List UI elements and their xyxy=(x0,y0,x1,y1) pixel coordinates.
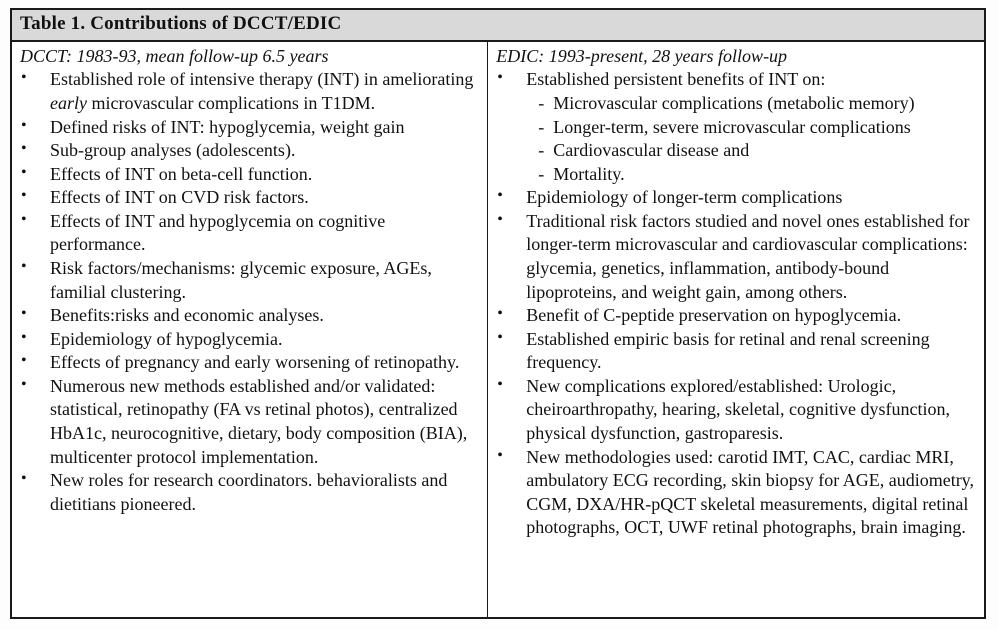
table-title: Table 1. Contributions of DCCT/EDIC xyxy=(12,10,984,42)
bullet-text: New complications explored/established: Urologic, cheiroarthropathy, hearing, skeletal, cognitive dysfunction, physical dysfunction, gastroparesis. xyxy=(526,375,950,444)
bullet-text: New methodologies used: carotid IMT, CAC, cardiac MRI, ambulatory ECG recording, skin biopsy for AGE, audiometry, CGM, DXA/HR-pQCT skeletal measurements, digital retinal photographs, OCT, UWF retinal photographs, brain imaging. xyxy=(526,446,975,538)
bullet-marker: • xyxy=(21,258,27,275)
bullet-text-segment: Established persistent benefits of INT on: xyxy=(526,69,826,90)
bullet-text: Epidemiology of hypoglycemia. xyxy=(50,328,283,349)
sub-item xyxy=(538,163,978,187)
bullet-marker: • xyxy=(21,116,27,134)
bullet-text: Effects of pregnancy and early worsening of retinopathy. xyxy=(50,352,460,373)
bullet-item xyxy=(488,446,978,540)
bullet-marker: • xyxy=(497,446,503,464)
bullet-text xyxy=(526,68,978,186)
bullet-item xyxy=(12,210,481,257)
sub-item xyxy=(538,92,978,116)
bullet-item xyxy=(12,375,481,469)
bullet-item xyxy=(12,163,481,187)
bullet-marker: • xyxy=(497,305,503,323)
bullet-marker: • xyxy=(497,210,503,228)
bullet-marker: • xyxy=(21,210,27,228)
bullet-marker: • xyxy=(21,187,27,205)
bullet-item xyxy=(12,257,481,304)
bullet-text: Traditional risk factors studied and novel ones established for longer-term microvascular and cardiovascular complications: glycemia, genetics, inflammation, antibody-bound lipoproteins, and weight gain, among others. xyxy=(526,210,970,302)
dash-marker: - xyxy=(538,92,545,113)
bullet-text: Sub-group analyses (adolescents). xyxy=(50,140,296,161)
bullet-item xyxy=(12,116,481,140)
bullet-item xyxy=(488,375,978,446)
bullet-text: Benefits:risks and economic analyses. xyxy=(50,305,324,326)
bullet-item xyxy=(488,210,978,304)
bullet-marker: • xyxy=(497,187,503,205)
bullet-marker: • xyxy=(21,163,27,181)
bullet-text-segment: microvascular complications in T1DM. xyxy=(86,92,376,113)
dash-marker: - xyxy=(538,140,545,161)
dcct-bullet-list xyxy=(12,68,481,516)
bullet-item xyxy=(488,304,978,328)
dcct-column-header: DCCT: 1983-93, mean follow-up 6.5 years xyxy=(20,45,329,66)
edic-bullet-list xyxy=(488,68,978,540)
bullet-text-italic-segment: early xyxy=(50,92,87,113)
bullet-text: Benefit of C-peptide preservation on hypoglycemia. xyxy=(526,305,902,326)
dash-marker: - xyxy=(538,163,545,184)
edic-column xyxy=(488,42,984,618)
sub-item xyxy=(538,116,978,140)
edic-column-header: EDIC: 1993-present, 28 years follow-up xyxy=(496,45,788,66)
dcct-column xyxy=(12,42,488,618)
bullet-item xyxy=(12,469,481,516)
bullet-text: Established empiric basis for retinal and renal screening frequency. xyxy=(526,328,930,373)
bullet-item xyxy=(12,351,481,375)
sub-item-list xyxy=(538,92,978,186)
sub-item xyxy=(538,139,978,163)
bullet-text: Numerous new methods established and/or validated: statistical, retinopathy (FA vs retinal photos), centralized HbA1c, neurocognitive, dietary, body composition (BIA), multicenter protocol implementation. xyxy=(50,375,468,467)
bullet-text: Effects of INT on CVD risk factors. xyxy=(50,187,309,208)
bullet-text: New roles for research coordinators. behavioralists and dietitians pioneered. xyxy=(50,470,448,514)
bullet-marker: • xyxy=(21,305,27,323)
bullet-item xyxy=(12,68,481,115)
bullet-marker: • xyxy=(21,69,27,87)
sub-item-text: Cardiovascular disease and xyxy=(553,140,750,161)
bullet-text-segment: Established role of intensive therapy (INT) in ameliorating xyxy=(50,69,474,90)
bullet-item xyxy=(12,328,481,352)
bullet-item xyxy=(488,186,978,210)
bullet-item xyxy=(12,186,481,210)
contributions-table xyxy=(10,8,986,619)
bullet-marker: • xyxy=(21,352,27,370)
bullet-text xyxy=(50,68,481,115)
bullet-marker: • xyxy=(21,328,27,346)
bullet-text: Epidemiology of longer-term complications xyxy=(526,187,843,208)
sub-item-text: Microvascular complications (metabolic memory) xyxy=(553,92,915,113)
bullet-marker: • xyxy=(497,375,503,393)
sub-item-text: Mortality. xyxy=(553,163,625,184)
bullet-marker: • xyxy=(21,375,27,393)
bullet-marker: • xyxy=(497,328,503,346)
bullet-text: Defined risks of INT: hypoglycemia, weight gain xyxy=(50,116,405,137)
bullet-marker: • xyxy=(21,140,27,158)
bullet-item xyxy=(488,68,978,186)
bullet-marker: • xyxy=(497,69,503,87)
bullet-item xyxy=(12,304,481,328)
bullet-text: Risk factors/mechanisms: glycemic exposure, AGEs, familial clustering. xyxy=(50,258,432,302)
sub-item-text: Longer-term, severe microvascular complications xyxy=(553,116,911,137)
bullet-item xyxy=(12,139,481,163)
bullet-text: Effects of INT on beta-cell function. xyxy=(50,163,313,184)
bullet-item xyxy=(488,328,978,375)
bullet-marker: • xyxy=(21,470,27,488)
table-body xyxy=(12,42,984,618)
dash-marker: - xyxy=(538,116,545,137)
bullet-text: Effects of INT and hypoglycemia on cognitive performance. xyxy=(50,210,386,255)
